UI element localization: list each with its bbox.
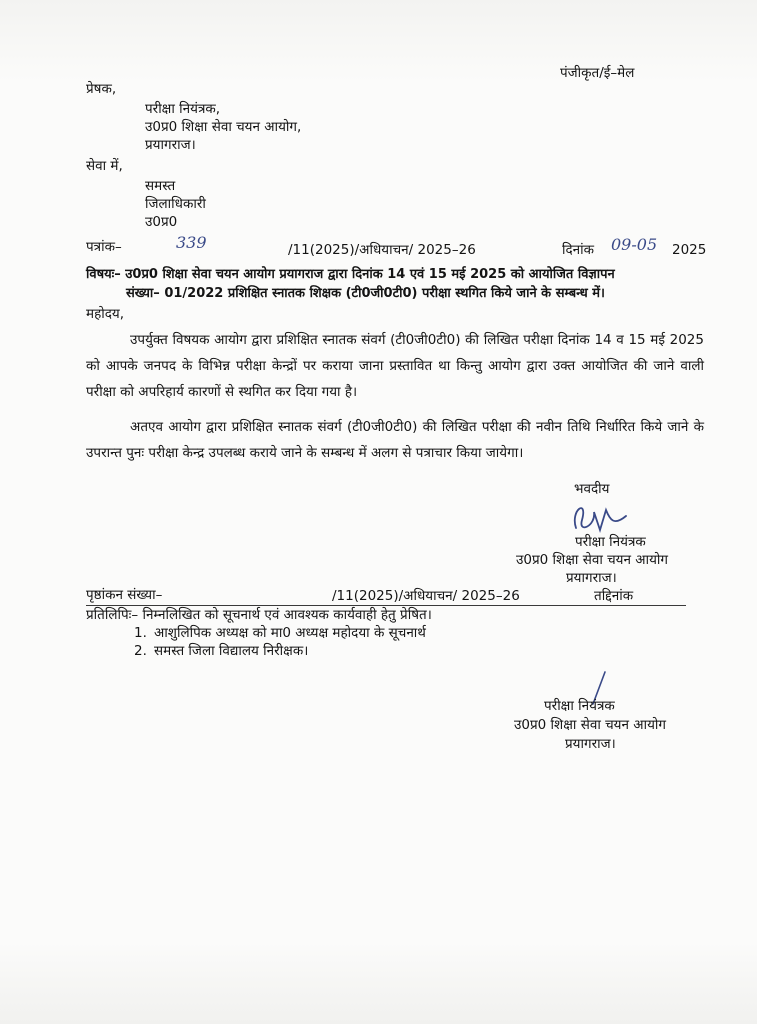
sender-line-1: परीक्षा नियंत्रक, [145,101,221,117]
copy-item-2-number: 2. [134,643,147,659]
copy-item-2 [134,642,308,660]
body-paragraph-2: अतएव आयोग द्वारा प्रशिक्षित स्नातक संवर्ग (टी0जी0टी0) की लिखित परीक्षा की नवीन तिथि निर्धारित किये जाने के उपरान्त पुनः परीक्षा केन्द्र उपलब्ध कराये जाने के सम्बन्ध में अलग से पत्राचार किया जायेगा। [86,419,704,461]
copy-item-1-text: आशुलिपिक अध्यक्ष को मा0 अध्यक्ष महोदया के सूचनार्थ [154,625,426,641]
signatory-1-title: परीक्षा नियंत्रक [575,534,646,550]
endorsement-date: तद्दिनांक [594,588,634,604]
date-year: 2025 [672,242,707,258]
patrank-code: /11(2025)/अधियाचन/ 2025–26 [288,242,476,258]
copy-item-2-text: समस्त जिला विद्यालय निरीक्षक। [154,643,309,659]
to-label: सेवा में, [86,158,123,174]
body-paragraph-1: उपर्युक्त विषयक आयोग द्वारा प्रशिक्षित स्नातक संवर्ग (टी0जी0टी0) की लिखित परीक्षा दिनांक 14 व 15 मई 2025 को आपके जनपद के विभिन्न परीक्षा केन्द्रों पर कराया जाना प्रस्तावित था किन्तु आयोग द्वारा उक्त आयोजित की जाने वाली परीक्षा को अपरिहार्य कारणों से स्थगित कर दिया गया है। [86,332,704,400]
sender-line-2: उ0प्र0 शिक्षा सेवा चयन आयोग, [145,119,302,135]
endorsement-code: /11(2025)/अधियाचन/ 2025–26 [332,588,520,604]
signatory-1-place: प्रयागराज। [566,570,617,586]
signatory-2-org: उ0प्र0 शिक्षा सेवा चयन आयोग [514,717,667,733]
to-line-1: समस्त [145,178,176,194]
patrank-label: पत्रांक– [86,239,122,255]
copy-item-1 [134,624,426,642]
subject-line-2: संख्या– 01/2022 प्रशिक्षित स्नातक शिक्षक (टी0जी0टी0) परीक्षा स्थगित किये जाने के सम्बन्ध में। [126,286,605,301]
endorsement-label: पृष्ठांकन संख्या– [86,587,163,603]
signatory-2-title: परीक्षा नियंत्रक [544,698,615,714]
copy-item-1-number: 1. [134,625,147,641]
date-handwritten: 09-05 [611,235,658,254]
patrank-number: 339 [176,233,207,252]
sender-label: प्रेषक, [86,81,117,97]
registered-mark: पंजीकृत/ई–मेल [560,65,635,81]
signatory-2-place: प्रयागराज। [565,736,616,752]
to-line-3: उ0प्र0 [145,214,178,230]
closing-bhavdiya: भवदीय [574,481,610,497]
signatory-1-org: उ0प्र0 शिक्षा सेवा चयन आयोग [516,552,669,568]
salutation: महोदय, [86,306,125,322]
to-line-2: जिलाधिकारी [145,196,206,212]
subject-line-1: विषयः– उ0प्र0 शिक्षा सेवा चयन आयोग प्रयागराज द्वारा दिनांक 14 एवं 15 मई 2025 को आयोजित विज्ञापन [86,267,615,282]
date-label: दिनांक [562,242,595,258]
sender-line-3: प्रयागराज। [145,137,196,153]
copy-to-line: प्रतिलिपिः– निम्नलिखित को सूचनार्थ एवं आवश्यक कार्यवाही हेतु प्रेषित। [86,607,432,623]
